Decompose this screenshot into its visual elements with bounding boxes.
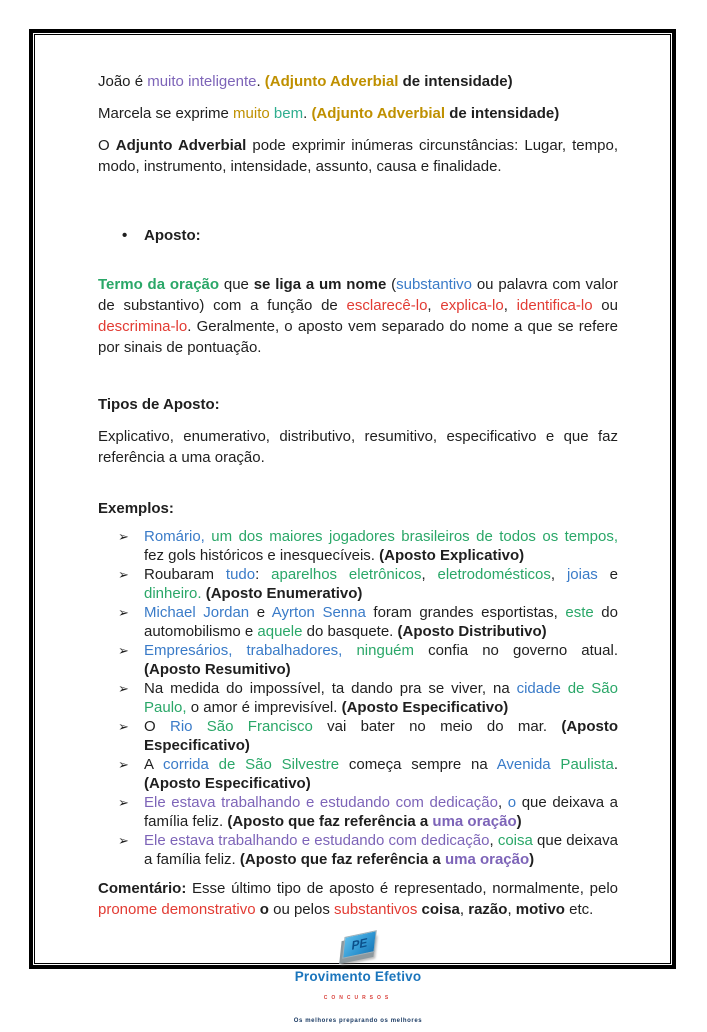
example-adjunto-2 [98,103,618,124]
text-segment: etc. [564,901,594,918]
text-segment: e [249,604,272,621]
text-segment: muito inteligente [147,73,257,90]
list-item [98,793,618,831]
text-segment: corrida [162,756,209,773]
text-segment: pronome demonstrativo [98,901,256,918]
text-segment: pode exprimir inúmeras circunstâncias: Lugar, tempo, modo, instrumento, intensidade, assunto, causa e finalidade. [98,137,619,175]
text-segment: . [256,73,265,90]
text-segment: motivo [515,901,565,918]
text-segment: ou palavra com valor de substantivo) com a função de [98,276,618,314]
logo-tagline: Os melhores preparando os melhores [293,1018,423,1024]
text-segment: . Geralmente, o aposto vem separado do nome a que se refere por sinais de pontuação. [98,318,618,356]
para-comentario [98,878,618,920]
text-segment: aparelhos eletrônicos [271,566,422,583]
text-segment: , [550,566,567,583]
text-segment: substantivo [396,276,473,293]
text-segment: o [259,901,269,918]
text-segment: de intensidade) [445,105,560,122]
text-segment: que deixava a [144,832,618,868]
text-segment: de São Paulo, [144,680,618,716]
list-item [98,831,618,869]
text-segment: Marcela se exprime [98,105,234,122]
arrow-bullet-icon: ➢ [118,757,129,772]
text-segment: ou pelos [268,901,334,918]
text-segment: ( [386,276,397,293]
text-segment: ) [529,851,535,868]
text-segment: tudo [225,566,256,583]
logo-title: Provimento Efetivo [294,969,422,984]
text-segment: , [459,901,469,918]
text-segment: O [144,718,170,735]
list-item [98,717,618,755]
text-segment: confia no governo atual. [414,642,618,659]
text-segment: se liga a um nome [253,276,387,293]
text-segment: de São Silvestre [208,756,340,773]
list-item [98,641,618,679]
arrow-bullet-icon: ➢ [118,529,129,544]
text-segment: (Adjunto Adverbial [311,105,446,122]
text-segment: Paulista [550,756,614,773]
text-segment: O [98,137,116,154]
text-segment: (Aposto Especificativo) [341,699,509,716]
example-adjunto-1 [98,71,618,92]
text-segment: Na medida do impossível, ta dando pra se viver, na [144,680,517,697]
text-segment: explica-lo [440,297,504,314]
text-segment: João é [98,73,148,90]
text-segment: e [597,566,619,583]
logo-subtitle: CONCURSOS [323,995,393,1001]
text-segment: (Adjunto Adverbial [264,73,399,90]
text-segment: vai bater no meio do mar. [312,718,562,735]
text-segment: bem [273,105,304,122]
text-segment: Exemplos: [98,500,174,517]
text-segment: Michael Jordan [144,604,250,621]
text-segment: muito [233,105,270,122]
text-segment: Rio [169,718,193,735]
arrow-bullet-icon: ➢ [118,795,129,810]
text-segment: aquele [257,623,303,640]
text-segment: , [489,832,498,849]
text-segment: do automobilismo e [144,604,618,640]
arrow-bullet-icon: ➢ [118,681,129,696]
text-segment: . [303,105,312,122]
arrow-bullet-icon: ➢ [118,605,129,620]
text-segment: família feliz. [156,851,240,868]
list-exemplos [98,527,618,869]
para-tipos [98,426,618,468]
text-segment: Esse último tipo de aposto é representado, normalmente, pelo [186,880,618,897]
text-segment: Comentário: [98,880,187,897]
heading-exemplos [98,498,618,519]
arrow-bullet-icon: ➢ [118,719,129,734]
text-segment: Ele estava trabalhando e estudando com dedicação [144,794,498,811]
text-segment: , [507,901,516,918]
text-segment: (Aposto Resumitivo) [144,661,291,678]
text-segment: começa sempre na [339,756,497,773]
text-segment: identifica-lo [516,297,593,314]
text-segment: ninguém [356,642,414,659]
text-segment: de intensidade) [398,73,513,90]
text-segment: o amor é imprevisível. [186,699,342,716]
text-segment: Ele estava trabalhando e estudando com dedicação [144,832,490,849]
list-item [98,527,618,565]
logo-book-face: PE [342,930,377,959]
text-segment: (Aposto que faz referência a [239,851,445,868]
text-segment: eletrodomésticos [437,566,551,583]
document-body [29,29,676,1024]
text-segment: São Francisco [192,718,313,735]
text-segment: fez gols históricos e inesquecíveis. [144,547,380,564]
text-segment: o [507,794,517,811]
text-segment: Romário, [144,528,205,545]
text-segment: Termo da oração [98,276,220,293]
text-segment: (Aposto Enumerativo) [205,585,363,602]
text-segment: descrimina-lo [98,318,188,335]
text-segment: , [421,566,438,583]
text-segment: coisa [421,901,460,918]
text-segment: Ayrton Senna [271,604,366,621]
text-segment: : [255,566,272,583]
text-segment: uma oração [432,813,517,830]
list-item [98,565,618,603]
text-segment: esclarecê-lo [346,297,428,314]
text-segment: substantivos [333,901,418,918]
text-segment: do basquete. [302,623,398,640]
text-segment: ) [516,813,522,830]
list-item [98,679,618,717]
text-segment: razão [468,901,508,918]
text-segment: cidade [516,680,561,697]
text-segment: A [144,756,163,773]
text-segment: que deixava a família feliz. [144,794,618,830]
arrow-bullet-icon: ➢ [118,643,129,658]
text-segment: (Aposto Distributivo) [397,623,547,640]
text-segment: joias [566,566,598,583]
dot-bullet-icon: • [122,227,128,244]
heading-tipos [98,394,618,415]
bullet-aposto [98,225,618,246]
text-segment: Aposto: [144,227,201,244]
text-segment: dinheiro. [144,585,202,602]
para-adjunto-intro [98,135,618,177]
text-segment: este [565,604,594,621]
text-segment: uma oração [444,851,530,868]
text-segment: . [613,756,618,773]
text-segment: ou [592,297,618,314]
text-segment: , [497,794,508,811]
text-segment [342,642,356,659]
text-segment: (Aposto Explicativo) [379,547,525,564]
text-segment: Avenida [496,756,551,773]
list-item [98,755,618,793]
text-segment: que [219,276,254,293]
text-segment: (Aposto Especificativo) [144,775,311,792]
list-item [98,603,618,641]
text-segment: um dos maiores jogadores brasileiros de todos os tempos, [204,528,618,545]
text-segment: (Aposto Especificativo) [144,718,618,754]
text-segment: foram grandes esportistas, [365,604,566,621]
text-segment: Roubaram [144,566,226,583]
text-segment: Empresários, trabalhadores, [144,642,343,659]
text-segment: , [427,297,441,314]
arrow-bullet-icon: ➢ [118,833,129,848]
text-segment: Explicativo, enumerativo, distributivo, resumitivo, especificativo e que faz referência a uma oração. [98,428,618,466]
arrow-bullet-icon: ➢ [118,567,129,582]
text-segment: Tipos de Aposto: [98,396,220,413]
text-segment: Adjunto Adverbial [115,137,247,154]
text-segment: coisa [497,832,533,849]
logo-book-icon [334,930,382,964]
logo [98,930,618,1032]
text-segment: , [503,297,517,314]
text-segment: (Aposto que faz referência a [227,813,433,830]
para-termo-definicao [98,274,618,358]
